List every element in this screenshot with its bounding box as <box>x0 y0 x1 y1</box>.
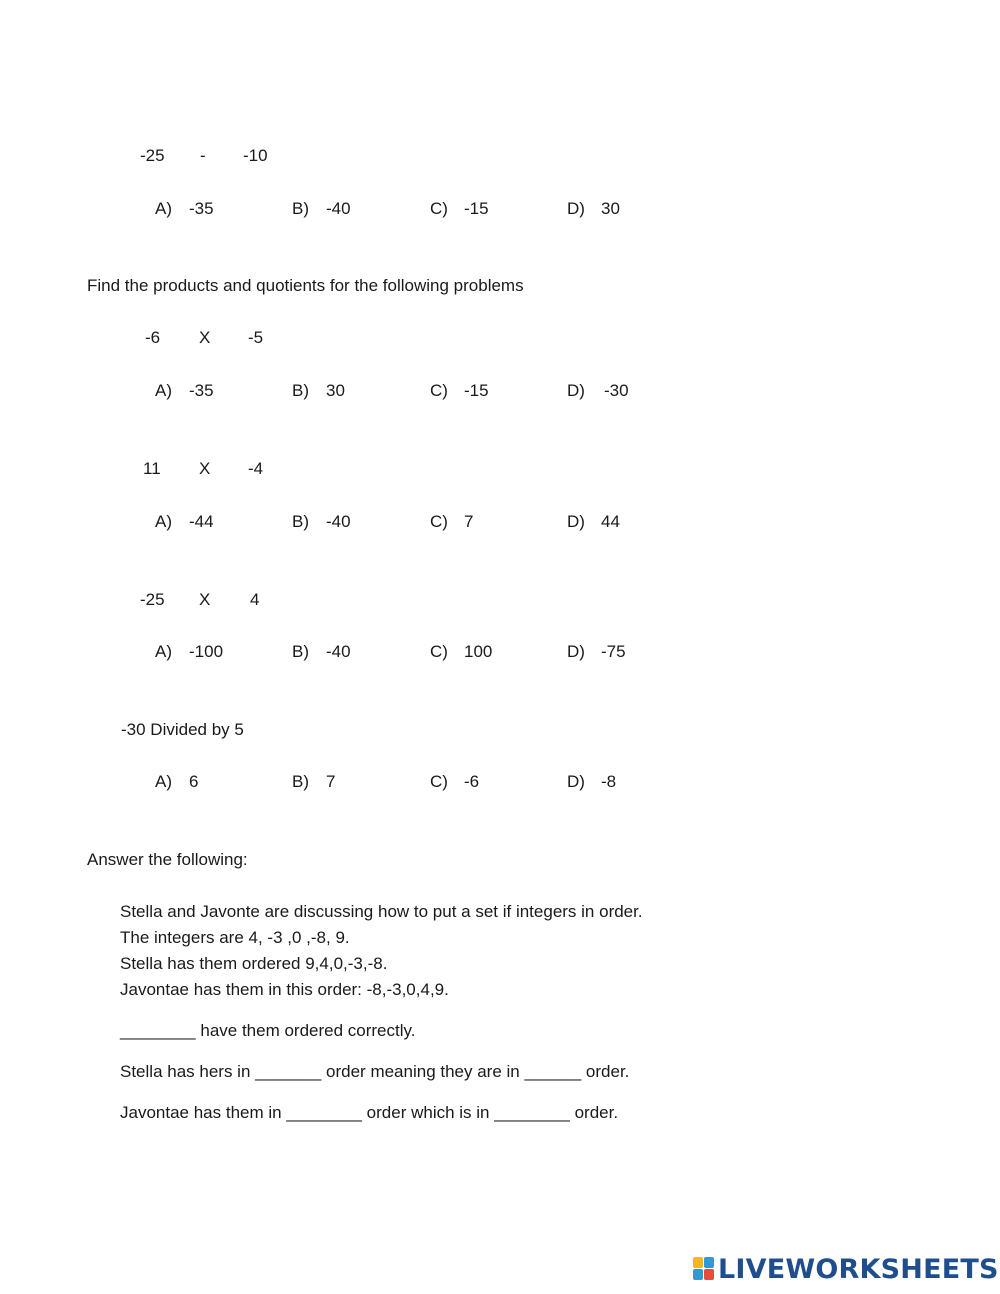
option-value: 30 <box>326 381 345 400</box>
option-value: -40 <box>326 642 351 661</box>
option-letter: D) <box>567 199 585 218</box>
option-letter: D) <box>567 772 585 791</box>
expr-operand-1: -6 <box>145 328 161 347</box>
expr-operator: - <box>200 146 206 165</box>
option-letter: A) <box>155 512 172 531</box>
option-letter: C) <box>430 642 448 661</box>
expr-operator: X <box>199 590 211 609</box>
expr-operand-2: -5 <box>248 328 264 347</box>
expr-operand-2: -10 <box>243 146 268 165</box>
logo-mark-icon <box>693 1257 715 1281</box>
option-value: -15 <box>464 199 489 218</box>
option-value: 30 <box>601 199 620 218</box>
option-value: 100 <box>464 642 493 661</box>
option-value: -6 <box>464 772 480 791</box>
fill-in-line-3[interactable]: Javontae has them in ________ order which is in ________ order. <box>120 1103 619 1122</box>
problem-5-expression: -30 Divided by 5 <box>121 720 244 739</box>
option-value: 7 <box>326 772 336 791</box>
option-value: -40 <box>326 512 351 531</box>
expr-operator: X <box>199 459 211 478</box>
option-letter: B) <box>292 199 309 218</box>
liveworksheets-logo <box>693 1253 999 1285</box>
section-heading-products: Find the products and quotients for the following problems <box>87 276 524 295</box>
expr-operand-1: 11 <box>143 459 161 478</box>
expr-operand-1: -25 <box>140 146 165 165</box>
fill-in-line-1[interactable]: ________ have them ordered correctly. <box>120 1021 416 1040</box>
section-heading-answer: Answer the following: <box>87 850 248 869</box>
option-letter: D) <box>567 381 585 400</box>
option-letter: D) <box>567 642 585 661</box>
expr-operator: X <box>199 328 211 347</box>
option-letter: B) <box>292 772 309 791</box>
option-letter: C) <box>430 199 448 218</box>
story-line: The integers are 4, -3 ,0 ,-8, 9. <box>120 928 350 947</box>
option-letter: B) <box>292 512 309 531</box>
option-value: 6 <box>189 772 199 791</box>
option-value: -40 <box>326 199 351 218</box>
logo-mark-tile <box>704 1257 714 1268</box>
expr-operand-1: -25 <box>140 590 165 609</box>
option-letter: A) <box>155 381 172 400</box>
option-value: -8 <box>601 772 617 791</box>
story-line: Stella and Javonte are discussing how to put a set if integers in order. <box>120 902 643 921</box>
option-letter: B) <box>292 381 309 400</box>
option-letter: A) <box>155 199 172 218</box>
expr-operand-2: -4 <box>248 459 264 478</box>
story-line: Javontae has them in this order: -8,-3,0,4,9. <box>120 980 449 999</box>
option-value: 7 <box>464 512 474 531</box>
option-letter: C) <box>430 772 448 791</box>
option-value: -30 <box>604 381 629 400</box>
option-letter: D) <box>567 512 585 531</box>
option-letter: C) <box>430 512 448 531</box>
option-letter: A) <box>155 642 172 661</box>
logo-mark-tile <box>693 1269 703 1280</box>
story-line: Stella has them ordered 9,4,0,-3,-8. <box>120 954 388 973</box>
option-value: -35 <box>189 381 214 400</box>
option-letter: C) <box>430 381 448 400</box>
option-value: -44 <box>189 512 214 531</box>
fill-in-line-2[interactable]: Stella has hers in _______ order meaning they are in ______ order. <box>120 1062 630 1081</box>
expr-operand-2: 4 <box>250 590 260 609</box>
option-value: -15 <box>464 381 489 400</box>
option-letter: B) <box>292 642 309 661</box>
logo-text: LIVEWORKSHEETS <box>718 1253 999 1285</box>
option-value: -35 <box>189 199 214 218</box>
option-value: 44 <box>601 512 620 531</box>
option-value: -75 <box>601 642 626 661</box>
option-letter: A) <box>155 772 172 791</box>
logo-mark-tile <box>704 1269 714 1280</box>
option-value: -100 <box>189 642 224 661</box>
logo-mark-tile <box>693 1257 703 1268</box>
